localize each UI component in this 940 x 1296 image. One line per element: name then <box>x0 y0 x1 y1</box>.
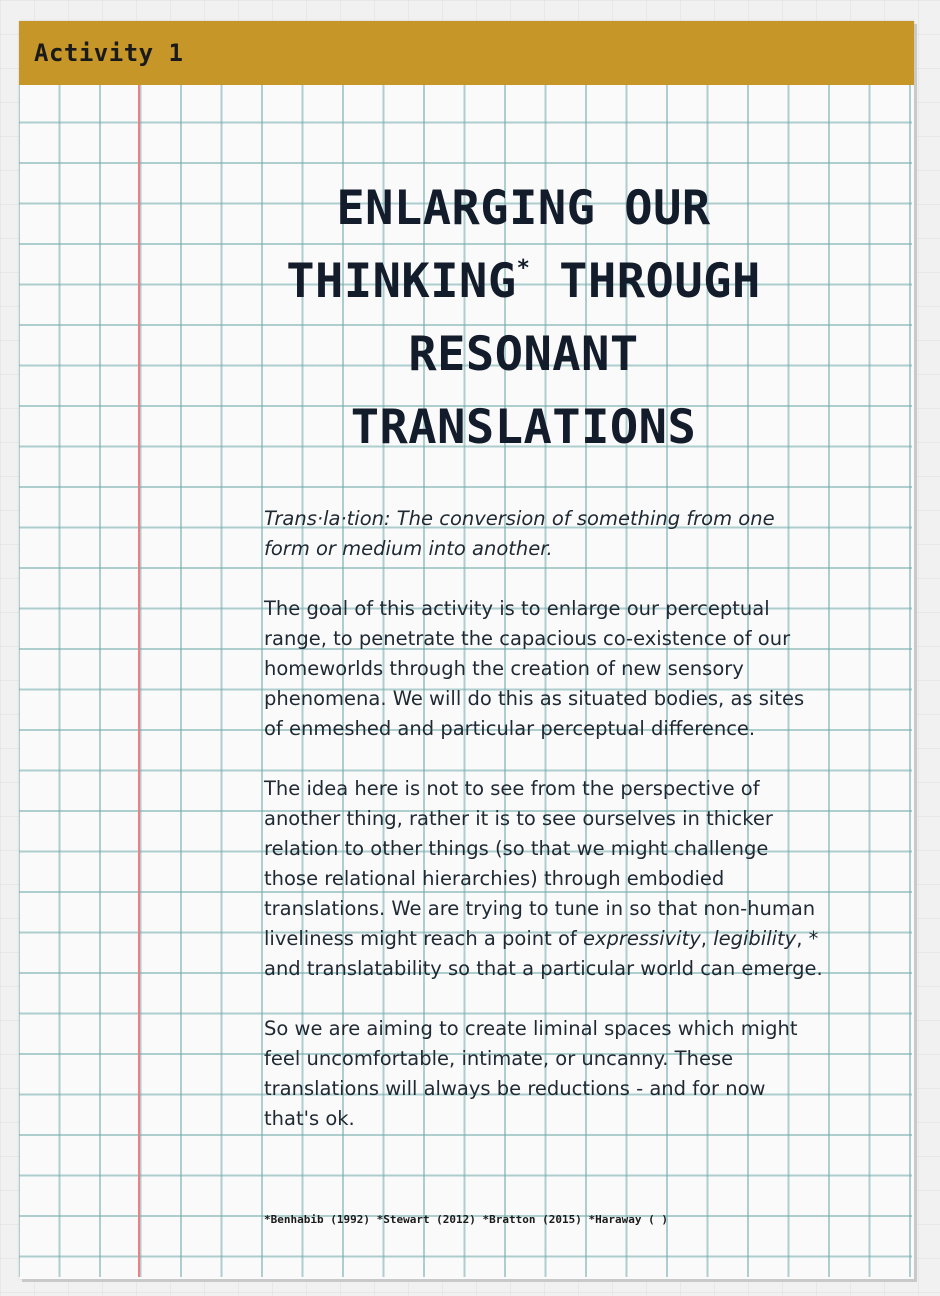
title-footnote-mark: * <box>516 256 531 281</box>
paragraph-idea-start: The idea here is not to see from the perspective of another thing, rather it is to see ourselves in thicker relation to other things (so that we might challenge those relational hierarchies) through embodied translations. We are trying to tune in so that non-human liveliness might reach a point of <box>264 777 816 950</box>
paragraph-idea-end: , * and translatability so that a particular world can emerge. <box>264 927 823 980</box>
body-text <box>264 504 824 1164</box>
title-line-2a: THINKING <box>286 254 517 309</box>
emphasis-legibility: legibility <box>713 927 797 950</box>
title-line-3: RESONANT <box>408 327 639 382</box>
activity-label: Activity 1 <box>34 39 184 67</box>
activity-sheet <box>19 21 914 1279</box>
title-line-2b: THROUGH <box>530 254 761 309</box>
paragraph-aim: So we are aiming to create liminal spaces which might feel uncomfortable, intimate, or uncanny. These translations will always be reductions - and for now that's ok. <box>264 1017 798 1130</box>
footnotes: *Benhabib (1992) *Stewart (2012) *Bratton (2015) *Haraway ( ) <box>264 1213 668 1226</box>
paragraph-idea-sep: , <box>700 927 714 950</box>
activity-header <box>19 21 914 85</box>
definition <box>264 504 824 564</box>
paragraph-goal: The goal of this activity is to enlarge our perceptual range, to penetrate the capacious co-existence of our homeworlds through the creation of new sensory phenomena. We will do this as situated bodies, as sites of enmeshed and particular perceptual difference. <box>264 597 805 740</box>
page-title <box>205 172 842 464</box>
margin-line <box>138 85 140 1277</box>
definition-text: Trans·la·tion: The conversion of something from one form or medium into another. <box>264 507 775 560</box>
emphasis-expressivity: expressivity <box>582 927 701 950</box>
paragraph-idea <box>264 774 824 984</box>
title-line-1: ENLARGING OUR <box>336 181 711 236</box>
title-line-4: TRANSLATIONS <box>350 400 697 455</box>
